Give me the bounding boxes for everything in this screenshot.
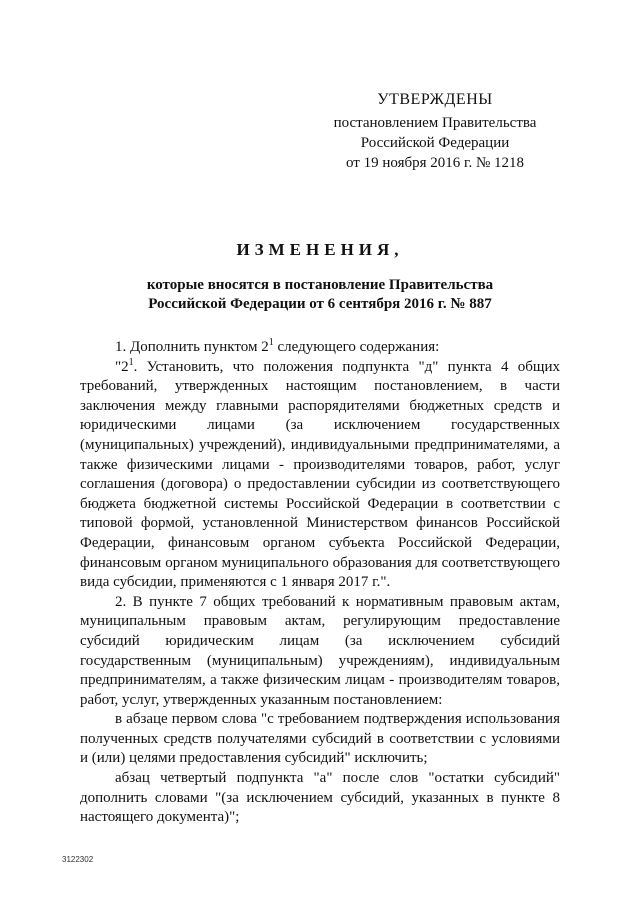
superscript: 1 [128,356,134,368]
paragraph-3: 2. В пункте 7 общих требований к нормативным правовым актам, муниципальным правовым актам, регулирующим предоставление субсидий юридическим лицам (за исключением субсидий государственным (муниципальным) учреждениям), индивидуальным предпринимателям, а также физическим лицам - производителям товаров, работ, услуг, утвержденных указанным постановлением: [80,593,560,708]
document-body [80,338,560,828]
subtitle-line: которые вносятся в постановление Правительства [146,277,494,293]
approval-date-number: от 19 ноября 2016 г. № 1218 [345,155,525,171]
approval-stamp [330,90,540,173]
paragraph-4: в абзаце первом слова "с требованием подтверждения использования полученных средств получателями субсидий в соответствии с условиями и (или) целями предоставления субсидий" исключить; [80,711,560,767]
approval-line: постановлением Правительства [333,115,537,131]
approval-line: Российской Федерации [360,135,510,151]
paragraph-1 [80,338,560,358]
approval-title: УТВЕРЖДЕНЫ [377,91,493,108]
paragraph-text: . Установить, что положения подпункта "д" пункта 4 общих требований, утвержденных настоящим постановлением, в части заключения между главными распорядителями бюджетных средств и юридическими лицами (за исключением государственных (муниципальных) учреждений), индивидуальными предпринимателями, а также физическими лицами - производителями товаров, работ, услуг соглашения (договора) о предоставлении субсидии из соответствующего бюджета бюджетной системы Российской Федерации в соответствии с типовой формой, установленной Министерством финансов Российской Федерации, финансовым органом субъекта Российской Федерации, финансовым органом муниципального образования для соответствующего вида субсидии, применяются с 1 января 2017 г.". [80,358,560,591]
paragraph-text: 1. Дополнить пунктом 2 [115,339,269,355]
document-title: ИЗМЕНЕНИЯ, [236,240,404,259]
paragraph-text: следующего содержания: [273,339,440,355]
title-block [80,240,560,314]
superscript: 1 [268,337,274,348]
paragraph-5: абзац четвертый подпункта "а" после слов "остатки субсидий" дополнить словами "(за исключением субсидий, указанных в пункте 8 настоящего документа)"; [80,770,560,826]
paragraph-text: "2 [115,358,129,375]
subtitle-line: Российской Федерации от 6 сентября 2016 г. № 887 [148,296,492,312]
document-subtitle [80,276,560,314]
paragraph-2 [80,358,560,593]
footer-document-code: 3122302 [62,855,94,864]
